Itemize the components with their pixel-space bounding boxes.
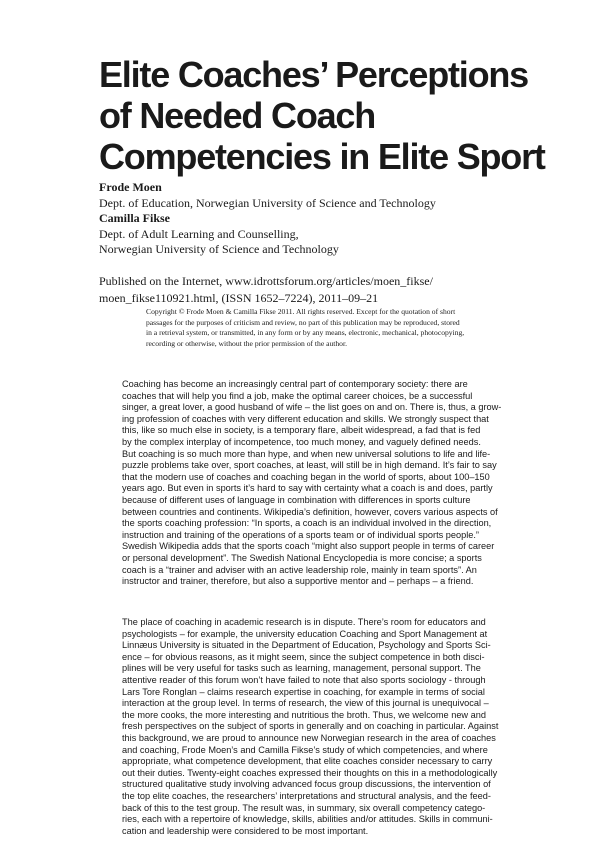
paragraph-line: the more cooks, the more interesting and nutritious the broth. Thus, we welcome new and: [122, 709, 486, 720]
paragraph-line: But coaching is so much more than hype, and when new universal solutions to life and life-: [122, 448, 491, 459]
paragraph-line: back of this to the test group. The result was, in summary, six overall competency catego-: [122, 802, 486, 813]
author-affiliation: Norwegian University of Science and Technology: [99, 242, 339, 256]
paragraph-line: singer, a great lover, a good husband of wife – the list goes on and on. There is, thus, a grow-: [122, 402, 502, 413]
title-line: Elite Coaches’ Perceptions: [99, 54, 528, 95]
paragraph-line: puzzle problems take over, sport coaches, at least, will still be in high demand. It’s fair to say: [122, 460, 497, 471]
paragraph-line: and coaching, Frode Moen’s and Camilla Fikse’s study of which competencies, and where: [122, 744, 488, 755]
paragraph-line: this background, we are proud to announce new Norwegian research in the area of coaches: [122, 732, 496, 743]
paragraph-line: ries, each with a repertoire of knowledge, skills, abilities and/or attitudes. Skills in communi-: [122, 814, 493, 825]
paragraph-line: coaches that will help you find a job, make the optimal career choices, be a successful: [122, 390, 473, 401]
paragraph-line: psychologists – for example, the university education Coaching and Sport Management at: [122, 628, 488, 639]
copyright-line: recording or otherwise, without the prior permission of the author.: [146, 338, 347, 348]
copyright-line: in a retrieval system, or transmitted, in any form or by any means, electronic, mechanical, photocopying,: [146, 328, 465, 338]
paragraph-line: between countries and continents. Wikipedia’s definition, however, covers various aspects of: [122, 506, 498, 517]
paragraph-line: appropriate, what competence development, that elite coaches consider necessary to carry: [122, 756, 493, 767]
paragraph-line: Swedish Wikipedia adds that the sports coach “might also support people in terms of career: [122, 541, 495, 552]
paragraph-line: out their duties. Twenty-eight coaches expressed their thoughts on this in a methodologically: [122, 767, 498, 778]
paragraph-line: structured qualitative study involving advanced focus group discussions, the intervention of: [122, 779, 491, 790]
paragraph-line: fresh perspectives on the subject of sports in generally and on coaching in particular. Against: [122, 721, 499, 732]
paragraph-line: because of different uses of language in combination with differences in sports culture: [122, 494, 471, 505]
intro-paragraph-1: [122, 379, 552, 588]
publication-info: [99, 273, 559, 306]
publication-line: moen_fikse110921.html, (ISSN 1652–7224), 2011–09–21: [99, 290, 379, 305]
copyright-line: passages for the purposes of criticism and review, no part of this publication may be reproduced, stored: [146, 317, 460, 327]
paragraph-line: interaction at the group level. In terms of research, the view of this journal is unequivocal –: [122, 698, 489, 709]
title-line: of Needed Coach: [99, 95, 376, 136]
paragraph-line: attentive reader of this forum won’t have failed to note that also sports sociology - through: [122, 674, 486, 685]
title-line: Competencies in Elite Sport: [99, 136, 545, 177]
author-block: [99, 180, 559, 258]
paragraph-line: ence – for obvious reasons, as it might seem, since the subject competence in both disci-: [122, 651, 485, 662]
paragraph-line: The place of coaching in academic research is in dispute. There’s room for educators and: [122, 617, 486, 627]
copyright-notice: [146, 307, 546, 349]
paragraph-line: cation and leadership were considered to be most important.: [122, 825, 369, 836]
paragraph-line: instruction and training of the operations of a sports team or of individual sports people.”: [122, 529, 479, 540]
author-affiliation: Dept. of Adult Learning and Counselling,: [99, 226, 299, 241]
paragraph-line: plines will be very useful for tasks such as learning, management, personal support. The: [122, 663, 481, 674]
article-title: [99, 54, 569, 177]
paragraph-line: or personal development”. The Swedish National Encyclopedia is more concise; a sports: [122, 552, 482, 563]
paragraph-line: coach is a “trainer and adviser with an active leadership role, mainly in team sports”. An: [122, 564, 477, 575]
author-name: Camilla Fikse: [99, 211, 170, 225]
paragraph-line: by the complex interplay of incompetence, too much money, and vaguely defined needs.: [122, 436, 481, 447]
paragraph-line: Linnæus University is situated in the Department of Education, Psychology and Sports Sci-: [122, 640, 491, 651]
paragraph-line: Lars Tore Ronglan – claims research expertise in coaching, for example in terms of social: [122, 686, 485, 697]
paragraph-line: the sports coaching profession: “In sports, a coach is an individual involved in the direction,: [122, 518, 492, 529]
paragraph-line: the top elite coaches, the researchers’ interpretations and structural analysis, and the feed-: [122, 790, 491, 801]
publication-line: Published on the Internet, www.idrottsforum.org/articles/moen_fikse/: [99, 274, 433, 288]
intro-paragraph-2: [122, 617, 552, 837]
paragraph-line: that the modern use of coaches and coaching began in the world of sports, about 100–150: [122, 471, 490, 482]
paragraph-line: Coaching has become an increasingly central part of contemporary society: there are: [122, 379, 468, 389]
paragraph-line: years ago. But even in sports it’s hard to say with certainty what a coach is and does, partly: [122, 483, 493, 494]
author-name: Frode Moen: [99, 180, 162, 194]
paragraph-line: instructor and trainer, therefore, but also a supportive mentor and – perhaps – a friend.: [122, 576, 474, 587]
copyright-line: Copyright © Frode Moen & Camilla Fikse 2011. All rights reserved. Except for the quotation of short: [146, 307, 456, 316]
author-affiliation: Dept. of Education, Norwegian University of Science and Technology: [99, 195, 436, 210]
paragraph-line: this, like so much else in society, is a temporary flare, albeit widespread, a fad that is fed: [122, 425, 481, 436]
paragraph-line: ing profession of coaches with very different education and skills. We strongly suspect that: [122, 413, 489, 424]
